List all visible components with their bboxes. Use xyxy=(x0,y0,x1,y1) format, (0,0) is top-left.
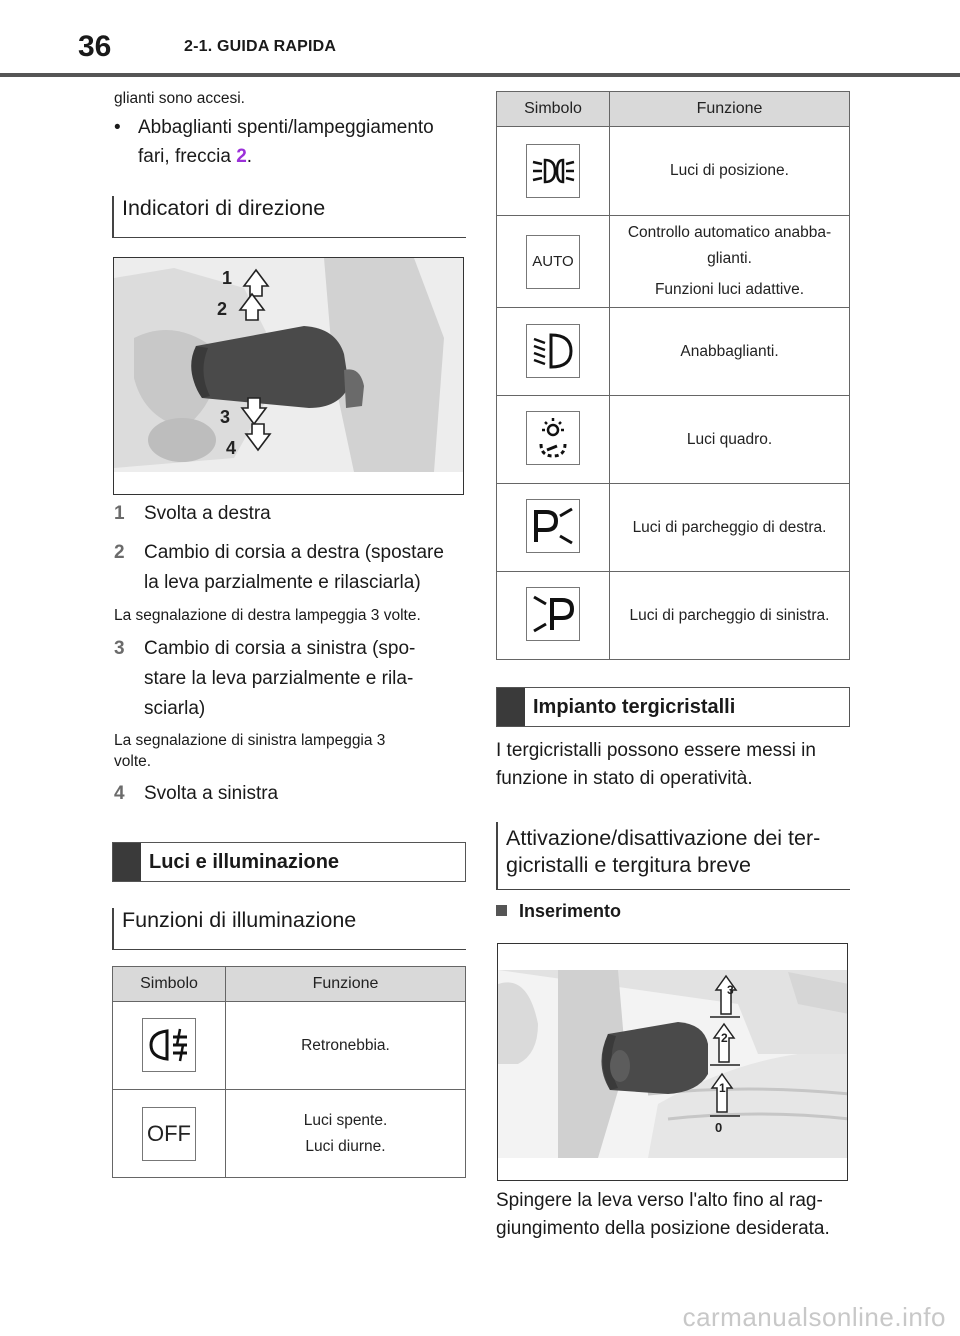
final-line-a: Spingere la leva verso l'alto fino al rag- xyxy=(496,1190,823,1211)
column-header-function: Funzione xyxy=(610,92,850,127)
bullet-text-b: fari, freccia xyxy=(138,146,237,167)
position-lights-icon xyxy=(526,144,580,198)
final-instruction xyxy=(496,1187,830,1243)
auto-icon xyxy=(526,235,580,289)
bullet-text-a: Abbaglianti spenti/lampeggiamento xyxy=(138,117,434,138)
table-row xyxy=(113,1090,466,1178)
function-text: Luci di parcheggio di sinistra. xyxy=(629,606,830,624)
parking-light-left-icon xyxy=(526,587,580,641)
step-2 xyxy=(114,538,464,598)
attivazione-heading xyxy=(496,822,850,890)
symbol-text: OFF xyxy=(147,1120,191,1146)
bullet-tail: . xyxy=(246,146,253,167)
function-cell xyxy=(610,484,850,572)
step-text: Cambio di corsia a destra (spostare xyxy=(144,542,444,563)
function-cell xyxy=(226,1002,466,1090)
step-4 xyxy=(114,779,464,809)
function-cell xyxy=(610,308,850,396)
column-header-function: Funzione xyxy=(226,967,466,1002)
step-text: stare la leva parzialmente e rila- xyxy=(144,668,414,689)
wiper-lever-figure xyxy=(497,943,848,1181)
step-3 xyxy=(114,634,464,724)
tergi-line-b: funzione in stato di operatività. xyxy=(496,768,753,789)
rear-fog-light-icon xyxy=(142,1018,196,1072)
turn-signal-figure xyxy=(113,257,464,495)
step-text: Svolta a sinistra xyxy=(144,783,279,804)
function-text: Luci di posizione. xyxy=(670,162,789,179)
function-cell xyxy=(226,1090,466,1178)
symbol-text: AUTO xyxy=(532,252,574,270)
function-text: Luci di parcheggio di destra. xyxy=(632,518,827,536)
watermark: carmanualsonline.info xyxy=(682,1302,946,1332)
function-cell xyxy=(610,396,850,484)
band-luci xyxy=(112,842,466,882)
attivazione-line-a: Attivazione/disattivazione dei ter- xyxy=(506,826,821,850)
indicatori-heading: Indicatori di direzione xyxy=(112,196,466,238)
function-cell xyxy=(610,216,850,308)
figure-label-1: 1 xyxy=(222,268,233,288)
function-cell xyxy=(610,572,850,660)
intro-line: glianti sono accesi. xyxy=(114,90,245,107)
band-luci-label: Luci e illuminazione xyxy=(149,850,340,873)
bullet-item: • Abbaglianti spenti/lampeggiamento fari, freccia 2. xyxy=(114,117,434,167)
figure-label-4: 4 xyxy=(226,438,237,458)
column-header-symbol: Simbolo xyxy=(113,967,226,1002)
function-text: Funzioni luci adattive. xyxy=(654,281,805,298)
wiper-label-1: 1 xyxy=(719,1081,726,1095)
table-row xyxy=(497,396,850,484)
square-bullet-icon xyxy=(496,905,507,916)
inserimento-heading xyxy=(496,897,621,926)
table-row xyxy=(497,484,850,572)
step-number: 3 xyxy=(114,638,125,659)
tergi-intro xyxy=(496,737,816,793)
note-left-signal xyxy=(114,730,385,772)
funzioni-heading: Funzioni di illuminazione xyxy=(112,908,466,950)
step-text: Svolta a destra xyxy=(144,503,271,524)
band-tergi-label: Impianto tergicristalli xyxy=(533,695,736,718)
page-number: 36 xyxy=(78,30,112,63)
wiper-lever-illustration xyxy=(498,944,848,1181)
figure-label-2: 2 xyxy=(217,299,228,319)
function-text: Retronebbia. xyxy=(301,1036,390,1054)
inserimento-label: Inserimento xyxy=(519,901,622,921)
band-tergi xyxy=(496,687,850,727)
table-row xyxy=(497,572,850,660)
table-row xyxy=(497,216,850,308)
note-left-line-a: La segnalazione di sinistra lampeggia 3 xyxy=(114,732,386,749)
left-function-table xyxy=(112,966,466,1178)
wiper-label-3: 3 xyxy=(727,983,734,997)
step-number: 2 xyxy=(114,542,125,563)
band-marker xyxy=(113,843,141,881)
function-text: Anabbaglianti. xyxy=(680,342,779,360)
step-number: 4 xyxy=(114,783,125,804)
final-line-b: giungimento della posizione desiderata. xyxy=(496,1218,830,1239)
note-right-signal: La segnalazione di destra lampeggia 3 volte. xyxy=(114,607,421,624)
wiper-label-2: 2 xyxy=(721,1031,728,1045)
step-text: la leva parzialmente e rilasciarla) xyxy=(144,572,421,593)
column-header-symbol: Simbolo xyxy=(497,92,610,127)
bullet-ref: 2 xyxy=(236,146,247,167)
tergi-line-a: I tergicristalli possono essere messi in xyxy=(496,740,816,761)
off-icon xyxy=(142,1107,196,1161)
function-text: Luci spente. xyxy=(303,1111,388,1129)
section-title: 2-1. GUIDA RAPIDA xyxy=(184,38,337,55)
low-beam-icon xyxy=(526,324,580,378)
right-function-table xyxy=(496,91,850,660)
table-row xyxy=(113,1002,466,1090)
turn-signal-illustration xyxy=(114,258,464,495)
wiper-label-0: 0 xyxy=(715,1120,723,1135)
parking-light-right-icon xyxy=(526,499,580,553)
instrument-lighting-icon xyxy=(526,411,580,465)
note-left-line-b: volte. xyxy=(114,753,152,770)
function-cell xyxy=(610,127,850,216)
function-text: Luci diurne. xyxy=(305,1137,386,1155)
band-marker xyxy=(497,688,525,726)
step-number: 1 xyxy=(114,503,125,524)
figure-label-3: 3 xyxy=(220,407,231,427)
function-text: Luci quadro. xyxy=(686,430,773,448)
table-row xyxy=(497,127,850,216)
step-text: sciarla) xyxy=(144,698,206,719)
function-text: Controllo automatico anabba- xyxy=(627,224,832,241)
step-text: Cambio di corsia a sinistra (spo- xyxy=(144,638,416,659)
function-text: glianti. xyxy=(707,250,752,267)
table-row xyxy=(497,308,850,396)
attivazione-line-b: gicristalli e tergitura breve xyxy=(506,853,751,877)
header-rule xyxy=(0,73,960,77)
step-1 xyxy=(114,499,464,529)
